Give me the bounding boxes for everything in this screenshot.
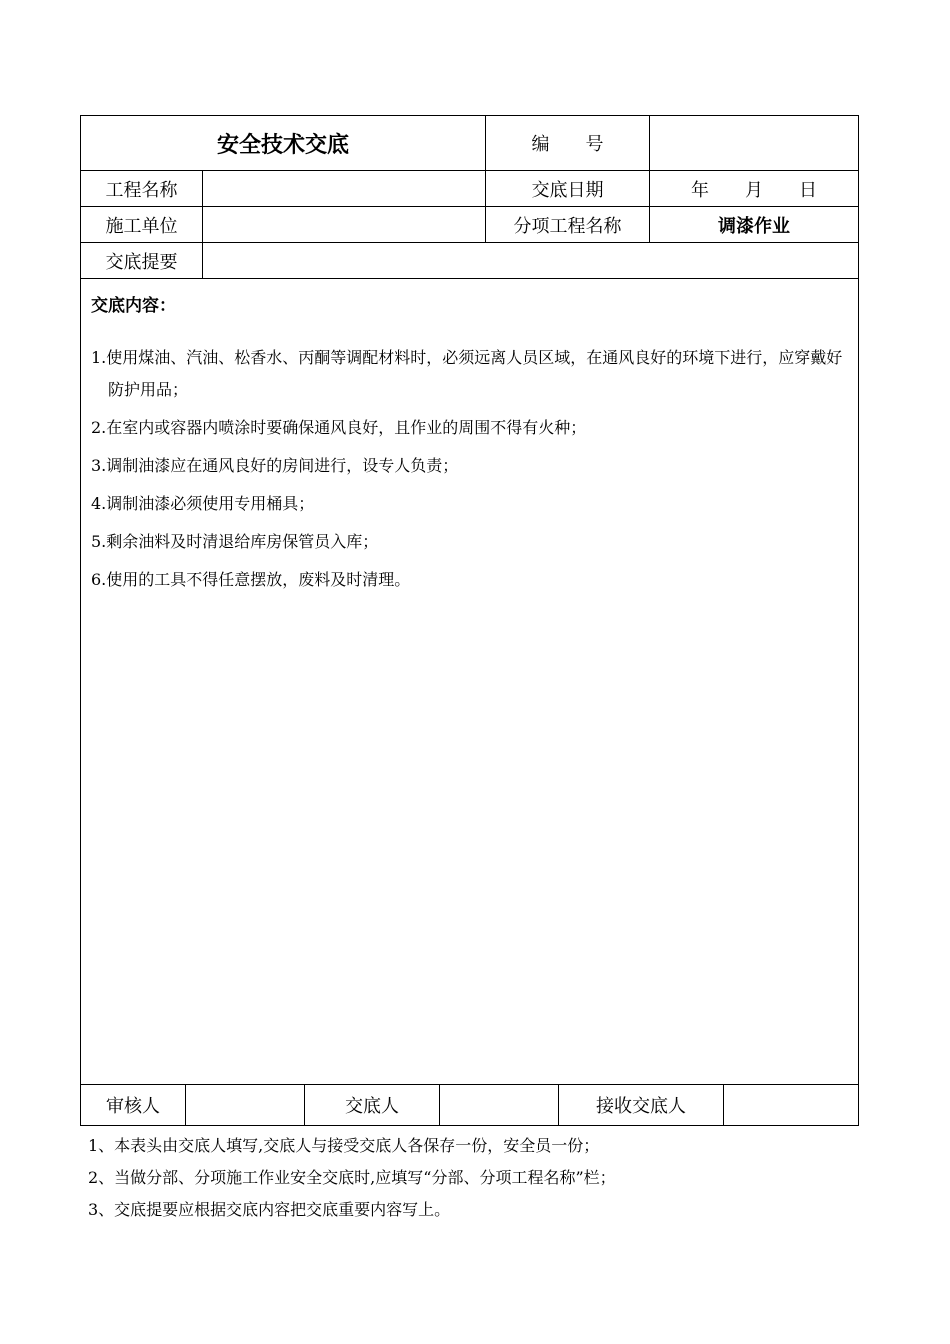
content-item: 1.使用煤油、汽油、松香水、丙酮等调配材料时，必须远离人员区域，在通风良好的环境下进行，应穿戴好防护用品； — [91, 348, 843, 399]
disclosure-date-label: 交底日期 — [486, 171, 650, 207]
note-item: 1、本表头由交底人填写,交底人与接受交底人各保存一份，安全员一份； — [88, 1136, 600, 1155]
receiver-label: 接收交底人 — [559, 1084, 724, 1126]
summary-row — [81, 243, 859, 279]
note-item: 3、交底提要应根据交底内容把交底重要内容写上。 — [88, 1200, 451, 1219]
discloser-signature[interactable] — [440, 1084, 559, 1126]
project-name-label: 工程名称 — [81, 171, 203, 207]
disclosure-summary-value[interactable] — [203, 243, 859, 279]
subproject-name-label: 分项工程名称 — [486, 207, 650, 243]
receiver-signature[interactable] — [724, 1084, 859, 1126]
content-item: 5.剩余油料及时清退给库房保管员入库； — [91, 532, 379, 551]
project-row — [81, 171, 859, 207]
reviewer-signature[interactable] — [186, 1084, 305, 1126]
content-item: 4.调制油漆必须使用专用桶具； — [91, 494, 315, 513]
discloser-label: 交底人 — [305, 1084, 440, 1126]
construction-unit-label: 施工单位 — [81, 207, 203, 243]
disclosure-content — [81, 279, 859, 1085]
project-name-value[interactable] — [203, 171, 486, 207]
content-list — [91, 342, 848, 596]
content-row — [81, 279, 859, 1085]
construction-unit-value[interactable] — [203, 207, 486, 243]
signature-table — [80, 1084, 859, 1126]
form-notes — [88, 1130, 868, 1226]
signature-row — [81, 1084, 859, 1126]
number-label: 编 号 — [486, 116, 650, 171]
unit-row — [81, 207, 859, 243]
header-row — [81, 116, 859, 171]
note-item: 2、当做分部、分项施工作业安全交底时,应填写“分部、分项工程名称”栏； — [88, 1168, 616, 1187]
content-item: 3.调制油漆应在通风良好的房间进行，设专人负责； — [91, 456, 459, 475]
content-heading: 交底内容： — [91, 296, 176, 316]
disclosure-date-value[interactable]: 年 月 日 — [650, 171, 859, 207]
content-item: 2.在室内或容器内喷涂时要确保通风良好，且作业的周围不得有火种； — [91, 418, 587, 437]
number-value[interactable] — [650, 116, 859, 171]
safety-disclosure-form — [80, 115, 859, 1085]
content-item: 6.使用的工具不得任意摆放，废料及时清理。 — [91, 570, 411, 589]
reviewer-label: 审核人 — [81, 1084, 186, 1126]
subproject-name-value[interactable]: 调漆作业 — [650, 207, 859, 243]
disclosure-summary-label: 交底提要 — [81, 243, 203, 279]
form-title: 安全技术交底 — [81, 116, 486, 171]
